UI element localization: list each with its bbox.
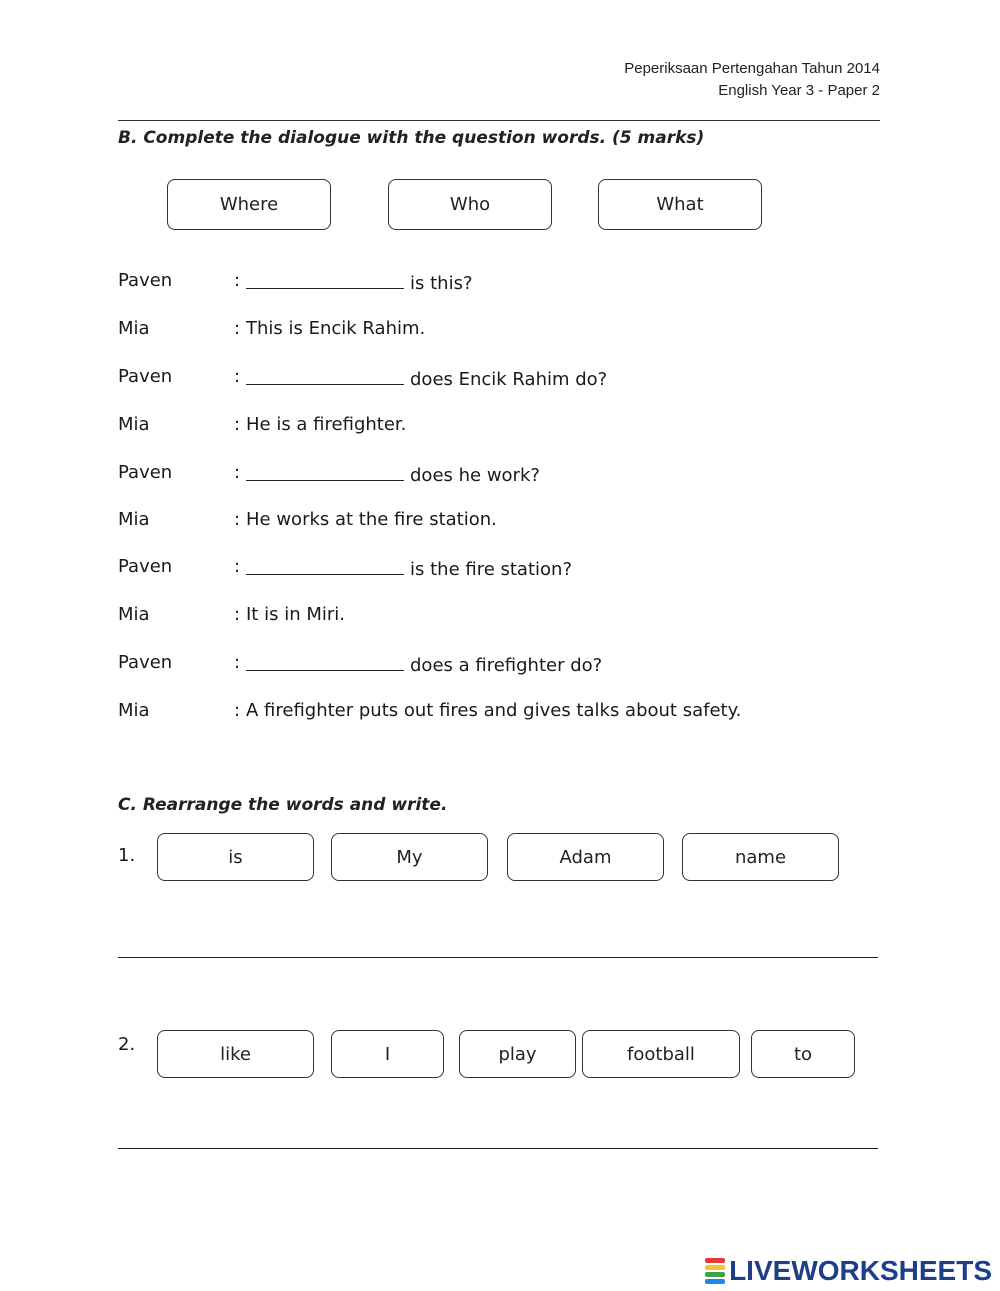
- word-tile[interactable]: Adam: [507, 833, 664, 881]
- colon: :: [234, 700, 241, 721]
- dialogue-line: [246, 652, 602, 676]
- word-tile[interactable]: is: [157, 833, 314, 881]
- answer-blank[interactable]: [246, 366, 404, 385]
- logo-mark-icon: [705, 1257, 725, 1285]
- speaker-label: Paven: [118, 270, 173, 291]
- logo-bar: [705, 1265, 725, 1270]
- colon: :: [234, 556, 241, 577]
- word-tile[interactable]: play: [459, 1030, 576, 1078]
- header-divider: [118, 120, 880, 121]
- word-tile[interactable]: to: [751, 1030, 855, 1078]
- dialogue-line: [246, 556, 572, 580]
- word-tile[interactable]: football: [582, 1030, 740, 1078]
- speaker-label: Mia: [118, 700, 150, 721]
- speaker-label: Mia: [118, 414, 150, 435]
- colon: :: [234, 414, 241, 435]
- colon: :: [234, 462, 241, 483]
- answer-blank[interactable]: [246, 270, 404, 289]
- liveworksheets-logo: [705, 1255, 992, 1287]
- section-b-title: B. Complete the dialogue with the question words. (5 marks): [118, 128, 705, 148]
- colon: :: [234, 509, 241, 530]
- logo-bar: [705, 1272, 725, 1277]
- exam-title: Peperiksaan Pertengahan Tahun 2014: [624, 60, 880, 77]
- speaker-label: Mia: [118, 604, 150, 625]
- answer-blank[interactable]: [246, 556, 404, 575]
- speaker-label: Paven: [118, 462, 173, 483]
- paper-label: English Year 3 - Paper 2: [718, 82, 880, 99]
- answer-line[interactable]: [118, 1148, 878, 1149]
- colon: :: [234, 270, 241, 291]
- dialogue-text: He works at the fire station.: [246, 509, 497, 530]
- speaker-label: Mia: [118, 318, 150, 339]
- colon: :: [234, 652, 241, 673]
- word-tile[interactable]: name: [682, 833, 839, 881]
- speaker-label: Paven: [118, 556, 173, 577]
- colon: :: [234, 604, 241, 625]
- colon: :: [234, 318, 241, 339]
- word-bank-where: Where: [167, 179, 331, 230]
- dialogue-text: A firefighter puts out fires and gives talks about safety.: [246, 700, 742, 721]
- dialogue-line: [246, 270, 473, 294]
- logo-bar: [705, 1258, 725, 1263]
- dialogue-text: does he work?: [410, 465, 540, 486]
- section-c-title: C. Rearrange the words and write.: [118, 795, 448, 815]
- dialogue-text: is this?: [410, 273, 473, 294]
- dialogue-text: does Encik Rahim do?: [410, 369, 608, 390]
- answer-line[interactable]: [118, 957, 878, 958]
- dialogue-text: He is a firefighter.: [246, 414, 407, 435]
- question-number: 2.: [118, 1034, 136, 1055]
- answer-blank[interactable]: [246, 652, 404, 671]
- dialogue-line: [246, 462, 540, 486]
- word-tile[interactable]: like: [157, 1030, 314, 1078]
- speaker-label: Paven: [118, 652, 173, 673]
- logo-text: LIVEWORKSHEETS: [729, 1255, 992, 1286]
- dialogue-text: This is Encik Rahim.: [246, 318, 426, 339]
- answer-blank[interactable]: [246, 462, 404, 481]
- speaker-label: Paven: [118, 366, 173, 387]
- word-tile[interactable]: My: [331, 833, 488, 881]
- logo-bar: [705, 1279, 725, 1284]
- speaker-label: Mia: [118, 509, 150, 530]
- word-tile[interactable]: I: [331, 1030, 444, 1078]
- word-bank-who: Who: [388, 179, 552, 230]
- dialogue-text: does a firefighter do?: [410, 655, 603, 676]
- question-number: 1.: [118, 845, 136, 866]
- colon: :: [234, 366, 241, 387]
- word-bank-what: What: [598, 179, 762, 230]
- dialogue-text: It is in Miri.: [246, 604, 345, 625]
- dialogue-line: [246, 366, 607, 390]
- dialogue-text: is the fire station?: [410, 559, 572, 580]
